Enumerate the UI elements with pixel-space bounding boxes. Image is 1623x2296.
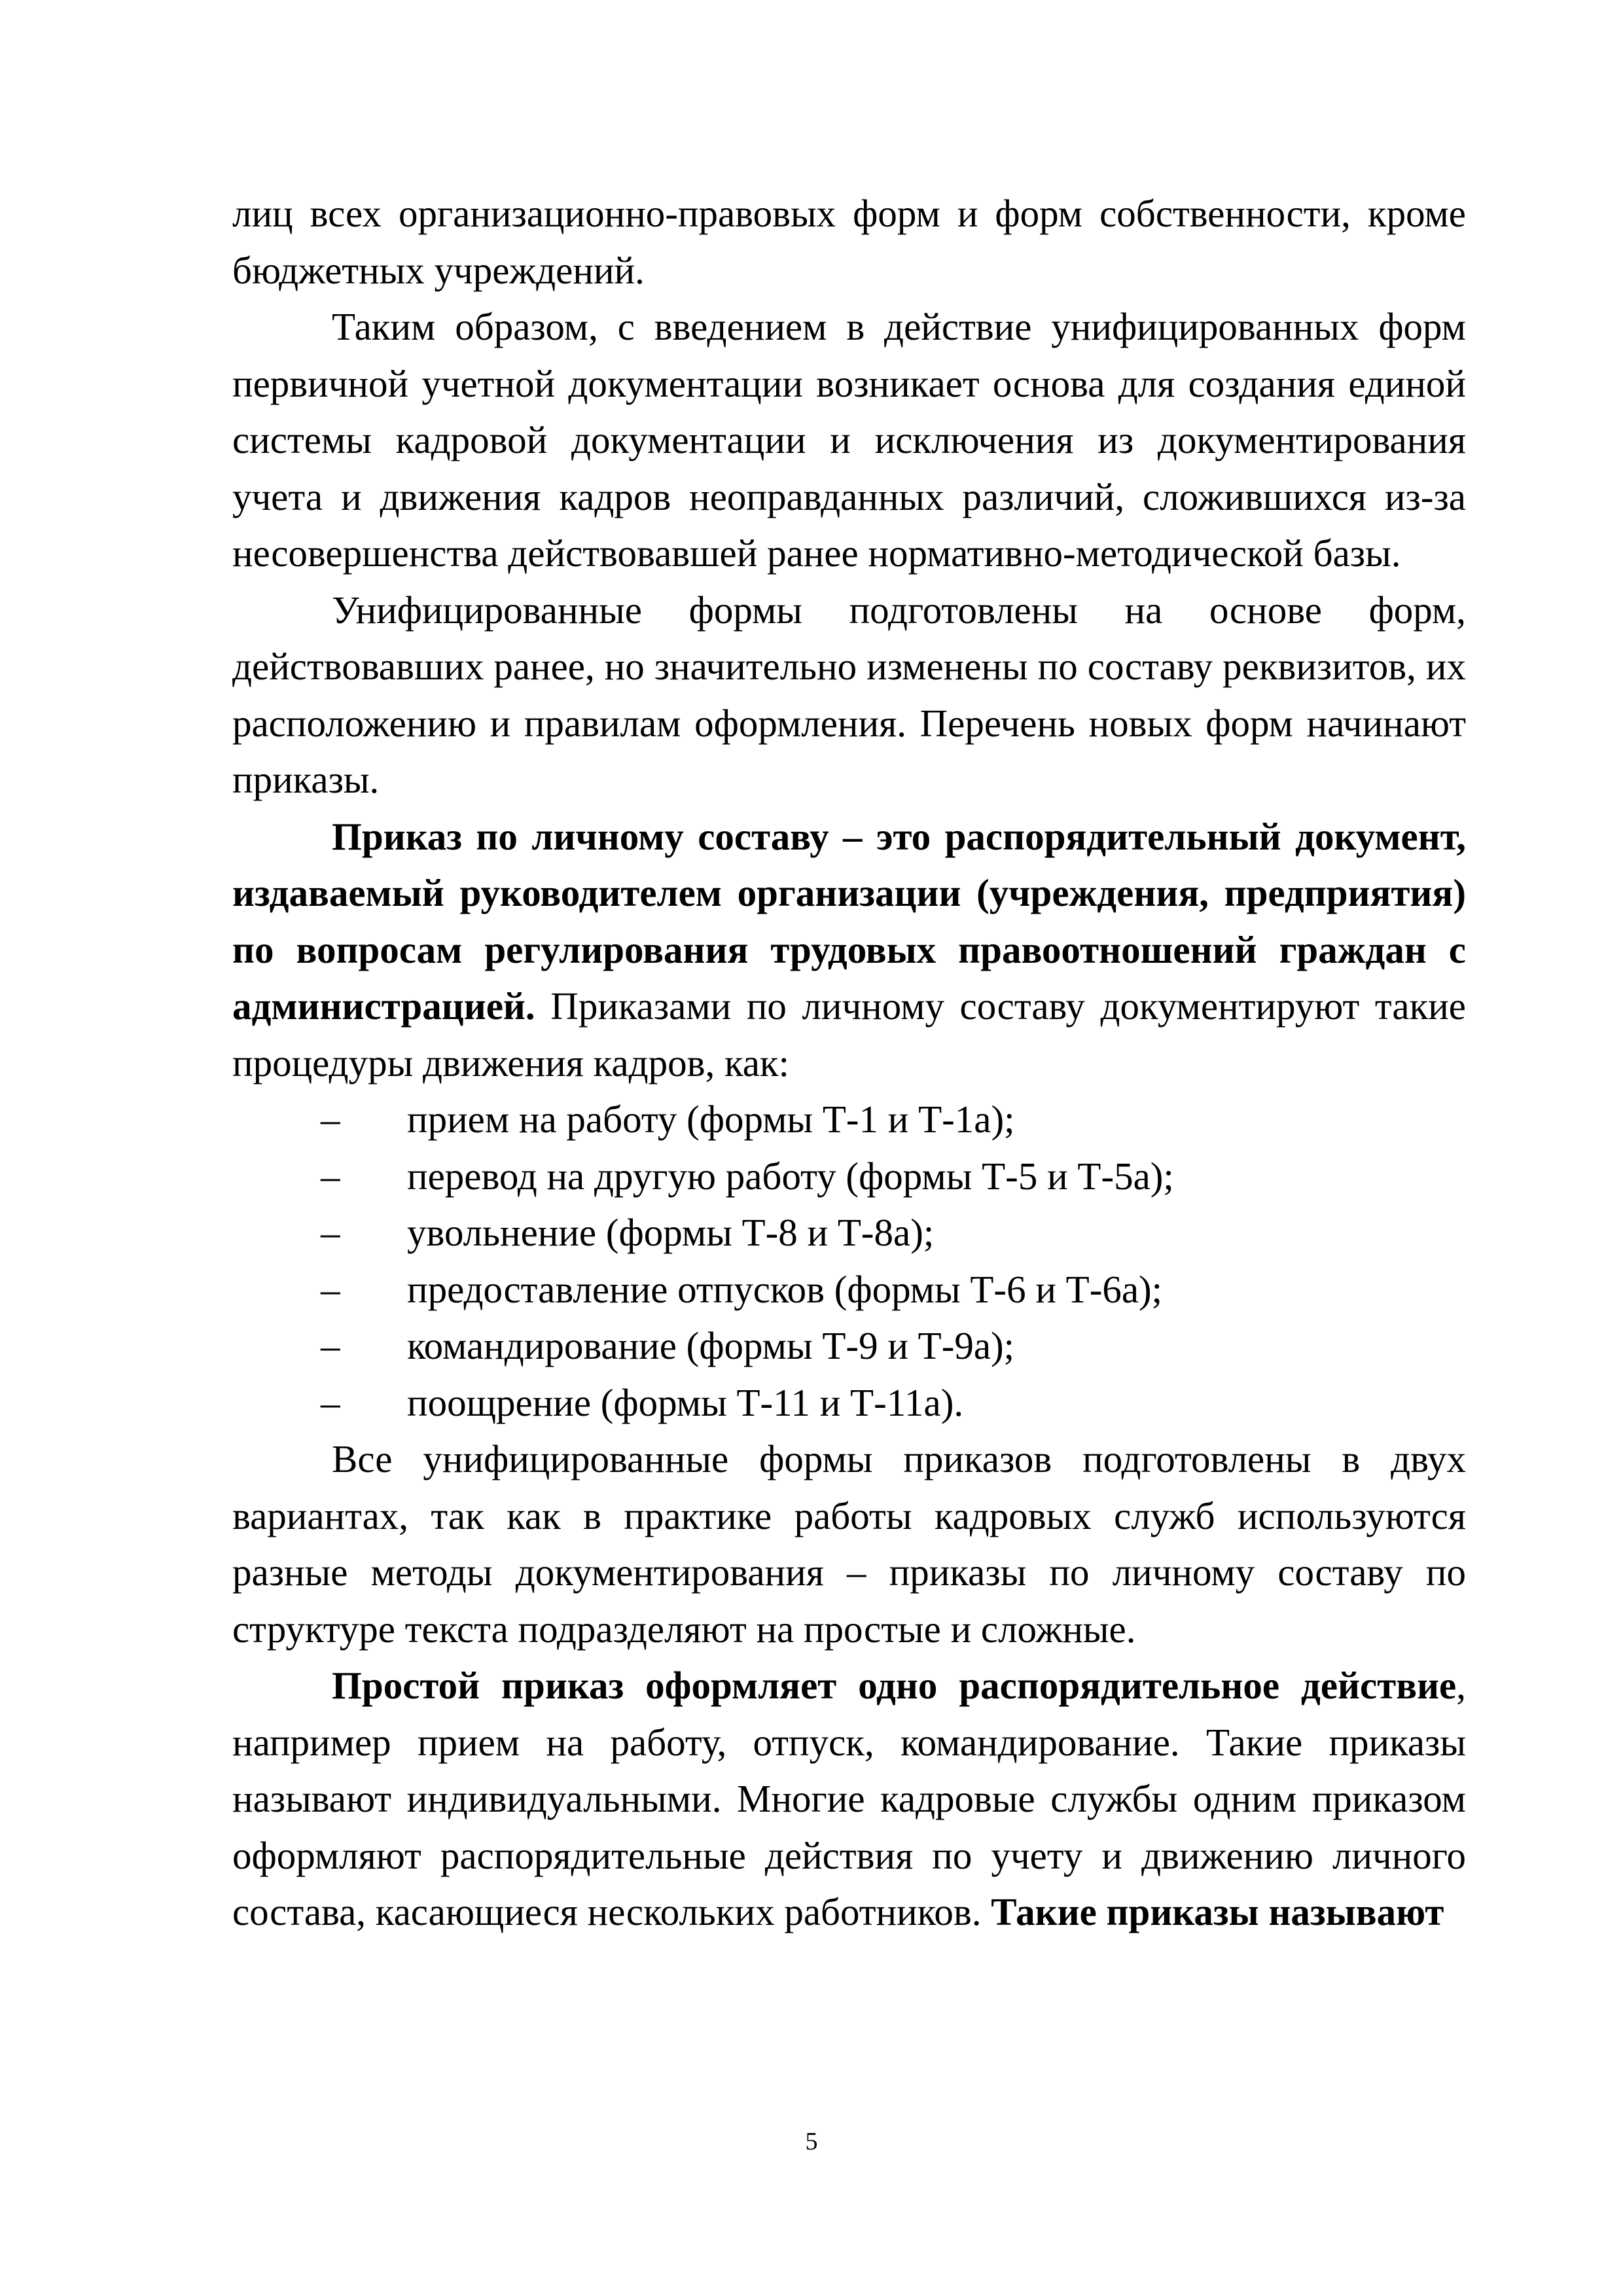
dash-marker: – [321, 1211, 340, 1254]
list-item [232, 1091, 1466, 1148]
definition-bold-text: Приказ по личному составу – это распорядительный документ, издаваемый руководителем организации (учреждения, предприятия) по вопросам регулирования трудовых правоотношений граждан с администрацией. [232, 814, 1466, 1028]
dash-marker: – [321, 1380, 340, 1424]
document-body [232, 185, 1466, 1941]
paragraph-two-variants: Все унифицированные формы приказов подготовлены в двух вариантах, так как в практике работы кадровых служб используются разные методы документирования – приказы по личному составу по структуре текста подразделяют на простые и сложные. [232, 1437, 1466, 1651]
paragraph-simple-order [232, 1657, 1466, 1941]
list-item [232, 1204, 1466, 1261]
list-item [232, 1261, 1466, 1318]
dash-marker: – [321, 1098, 340, 1141]
dash-marker: – [321, 1267, 340, 1311]
page-number: 5 [805, 2128, 818, 2155]
simple-order-bold-text: Простой приказ оформляет одно распорядительное действие [332, 1664, 1457, 1707]
list-item-text: предоставление отпусков (формы Т-6 и Т-6а); [407, 1267, 1163, 1311]
dash-marker: – [321, 1154, 340, 1198]
paragraph-unified-forms-basis: Таким образом, с введением в действие унифицированных форм первичной учетной документации возникает основа для создания единой системы кадровой документации и исключения из документирования учета и движения кадров неоправданных различий, сложившихся из-за несовершенства действовавшей ранее нормативно-методической базы. [232, 305, 1466, 575]
definition-rest-text: Приказами по личному составу документируют такие процедуры движения кадров, как: [232, 984, 1466, 1085]
procedures-list [232, 1091, 1466, 1431]
simple-order-text: , например прием на работу, отпуск, командирование. Такие приказы называют индивидуальными. Многие кадровые службы одним приказом оформляют распорядительные действия по учету и движению личного состава, касающиеся нескольких работников. [232, 1664, 1466, 1933]
list-item-text: увольнение (формы Т-8 и Т-8а); [407, 1211, 935, 1254]
paragraph-continuation: лиц всех организационно-правовых форм и форм собственности, кроме бюджетных учреждений. [232, 192, 1466, 292]
paragraph-personnel-order-definition [232, 808, 1466, 1092]
dash-marker: – [321, 1324, 340, 1367]
list-item [232, 1318, 1466, 1374]
list-item [232, 1374, 1466, 1431]
simple-order-bold-end: Такие приказы называют [981, 1890, 1444, 1933]
list-item-text: перевод на другую работу (формы Т-5 и Т-5а); [407, 1154, 1174, 1198]
list-item-text: поощрение (формы Т-11 и Т-11а). [407, 1380, 964, 1424]
list-item-text: прием на работу (формы Т-1 и Т-1а); [407, 1098, 1015, 1141]
paragraph-unified-forms-prepared: Унифицированные формы подготовлены на основе форм, действовавших ранее, но значительно изменены по составу реквизитов, их расположению и правилам оформления. Перечень новых форм начинают приказы. [232, 588, 1466, 801]
list-item [232, 1148, 1466, 1205]
list-item-text: командирование (формы Т-9 и Т-9а); [407, 1324, 1015, 1367]
